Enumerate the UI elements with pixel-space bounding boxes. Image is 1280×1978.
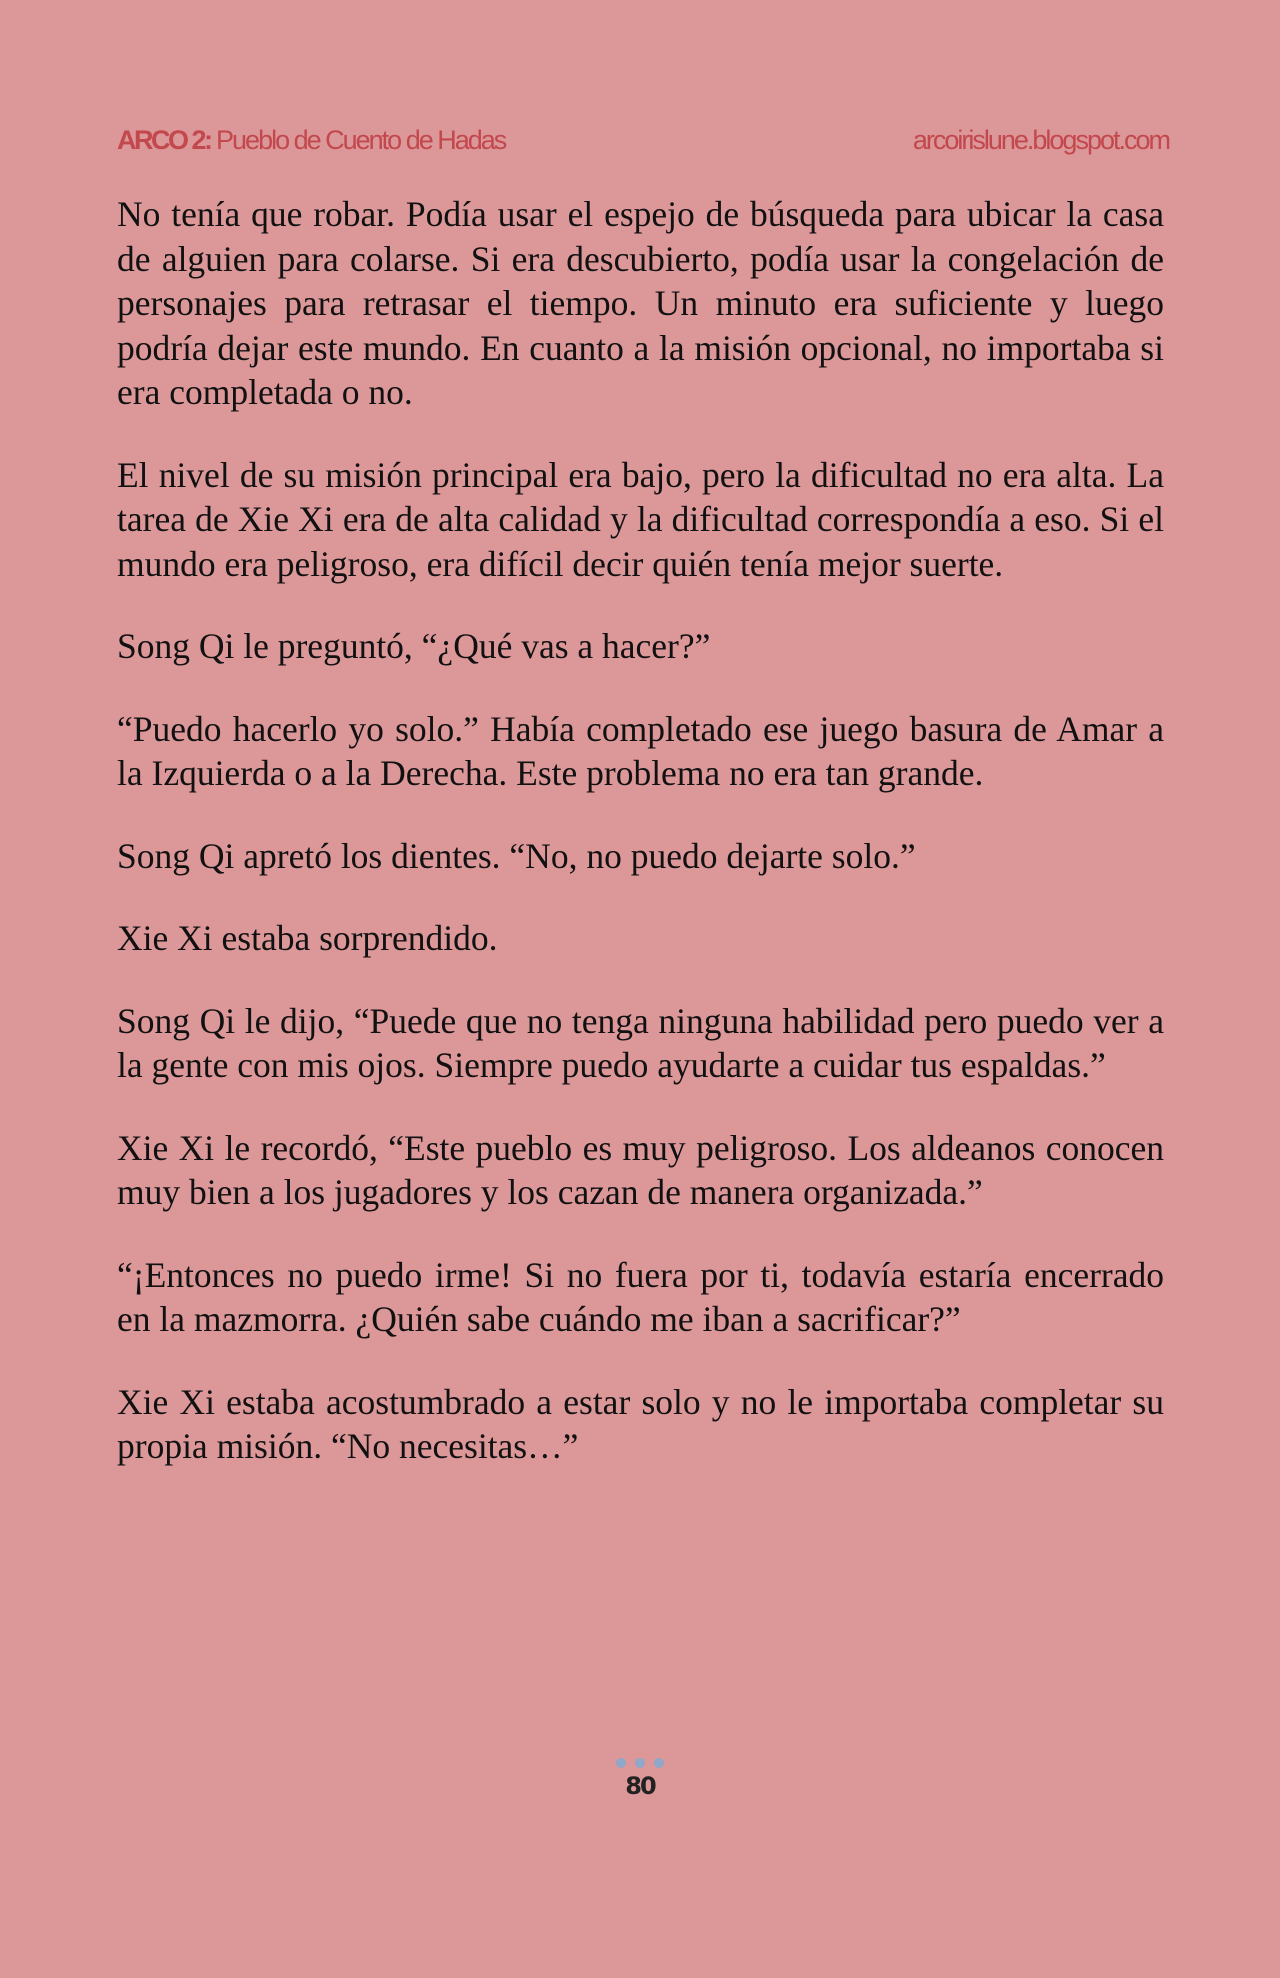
paragraph: Song Qi le dijo, “Puede que no tenga ninguna habilidad pero puedo ver a la gente con mis ojos. Siempre puedo ayudarte a cuidar tus espaldas.” (117, 1000, 1164, 1085)
site-url: arcoirislune.blogspot.com (912, 124, 1169, 155)
paragraph: Xie Xi estaba acostumbrado a estar solo y no le importaba completar su propia misión. “No necesitas…” (117, 1381, 1164, 1466)
page-header (117, 120, 1169, 160)
paragraph: El nivel de su misión principal era bajo, pero la dificultad no era alta. La tarea de Xie Xi era de alta calidad y la dificultad correspondía a eso. Si el mundo era peligroso, era difícil decir quién tenía mejor suerte. (117, 454, 1164, 584)
dot-icon (635, 1758, 645, 1768)
page-number: 80 (625, 1772, 655, 1800)
paragraph: “Puedo hacerlo yo solo.” Había completado ese juego basura de Amar a la Izquierda o a la Derecha. Este problema no era tan grande. (117, 708, 1164, 793)
paragraph: Song Qi le preguntó, “¿Qué vas a hacer?” (117, 626, 711, 666)
dot-icon (616, 1758, 626, 1768)
paragraph: No tenía que robar. Podía usar el espejo de búsqueda para ubicar la casa de alguien para colarse. Si era descubierto, podía usar la congelación de personajes para retrasar el tiempo. Un minuto era suficiente y luego podría dejar este mundo. En cuanto a la misión opcional, no importaba si era completada o no. (117, 194, 1164, 412)
page-body (117, 192, 1164, 1507)
dot-icon (654, 1758, 664, 1768)
paragraph: Xie Xi le recordó, “Este pueblo es muy peligroso. Los aldeanos conocen muy bien a los jugadores y los cazan de manera organizada.” (117, 1127, 1164, 1212)
paragraph: Song Qi apretó los dientes. “No, no puedo dejarte solo.” (117, 835, 916, 876)
arc-name: Pueblo de Cuento de Hadas (216, 124, 506, 155)
arc-title (117, 125, 505, 156)
paragraph: “¡Entonces no puedo irme! Si no fuera por ti, todavía estaría encerrado en la mazmorra. ¿Quién sabe cuándo me iban a sacrificar?” (117, 1254, 1164, 1339)
paragraph: Xie Xi estaba sorprendido. (117, 918, 498, 958)
arc-label: ARCO 2: (117, 124, 211, 155)
page-footer (0, 1758, 1280, 1800)
ornament-dots-icon (0, 1758, 1280, 1770)
